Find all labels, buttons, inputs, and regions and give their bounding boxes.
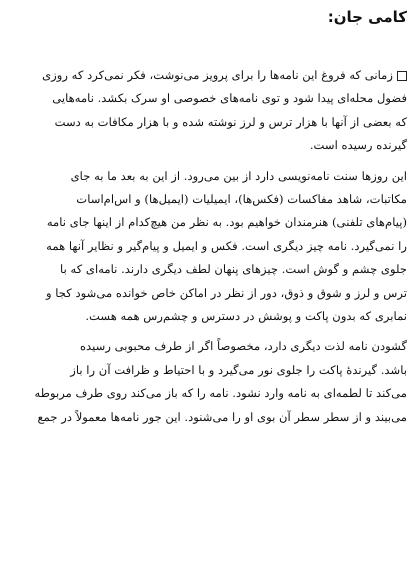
text-line: گشودن نامه لذت دیگری دارد، مخصوصاً اگر از طرف محبوبی رسیده	[79, 339, 407, 354]
text-line: می‌بیند و از سطر سطر آن بوی او را می‌شنود. این جور نامه‌ها معمولاً در جمع	[37, 409, 407, 424]
text-line: فضول محله‌ای پیدا شود و توی نامه‌های خصوصی او سرک بکشد. نامه‌هایی	[52, 91, 407, 106]
text-line: جلوی چشم و گوش است. چیزهای پنهان لطف دیگری دارند. نامه‌ای که با	[60, 262, 407, 277]
text-line: (پیام‌های تلفنی) هنرمندان خواهیم بود. به نظر من هیچ‌کدام از اینها جای نامه	[46, 215, 407, 230]
text-line: ترس و لرز و شوق و ذوق، دور از نظر در اماکن خاص خوانده می‌شود کجا و	[45, 285, 407, 300]
text-line: نمابری که بدون پاکت و پوشش در دسترس و چشم‌رس همه هست.	[85, 309, 407, 324]
square-bullet-icon	[397, 71, 407, 81]
text-line: مکاتبات، شاهد مفاکسات (فکس‌ها)، ایمیلیات (ایمیل‌ها) و اس‌ام‌اسات	[76, 192, 407, 207]
letter-salutation: کامی جان:	[327, 8, 407, 26]
paragraph-1	[10, 64, 407, 158]
paragraph-3	[10, 335, 407, 429]
text-line: که بعضی از آنها با هزار ترس و لرز نوشته شده و با هزار مکافات به دست	[54, 114, 407, 129]
text-line: را نمی‌گیرد. نامه چیز دیگری است. فکس و ایمیل و پیام‌گیر و نظایر آنها همه	[46, 238, 407, 253]
text-line: گیرنده رسیده است.	[309, 138, 407, 153]
text-line	[10, 64, 407, 87]
line-text: زمانی که فروغ این نامه‌ها را برای پرویز می‌نوشت، فکر نمی‌کرد که روزی	[42, 68, 393, 82]
text-line: باشد. گیرندهٔ پاکت را جلوی نور می‌گیرد و با احتیاط و ظرافت آن را باز	[70, 362, 407, 377]
text-line: می‌کند تا لطمه‌ای به نامه وارد نشود. نامه را که باز می‌کند روی طرف مربوطه	[34, 386, 407, 401]
paragraph-2	[10, 165, 407, 329]
text-line: این روزها سنت نامه‌نویسی دارد از بین می‌رود. از این به بعد ما به جای	[70, 168, 407, 183]
